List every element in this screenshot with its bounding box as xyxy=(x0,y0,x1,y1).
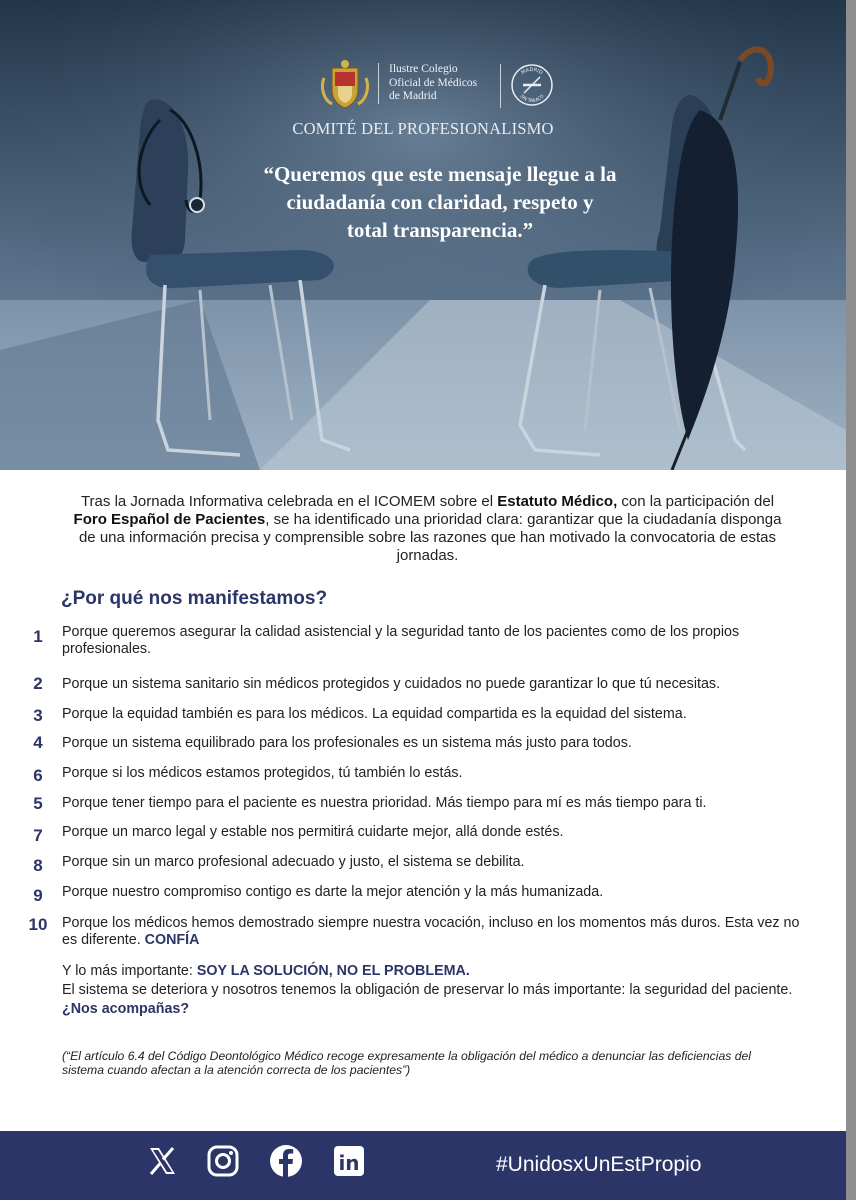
item-number: 5 xyxy=(33,794,43,813)
item-number: 10 xyxy=(28,915,48,934)
item-number: 9 xyxy=(33,886,43,905)
svg-text:MADRID xyxy=(520,67,543,76)
closing-emphasis: SOY LA SOLUCIÓN, NO EL PROBLEMA. xyxy=(196,963,470,979)
item-text: Porque un sistema equilibrado para los profesionales es un sistema más justo para todos. xyxy=(62,735,632,751)
closing-body: El sistema se deteriora y nosotros tenemos la obligación de preservar lo más importante: la seguridad del paciente. xyxy=(62,982,793,998)
hero-banner xyxy=(0,0,846,470)
org-line-1: Ilustre Colegio xyxy=(389,63,458,75)
linkedin-label: in xyxy=(338,1151,360,1175)
item-number: 2 xyxy=(33,674,43,693)
item-number: 3 xyxy=(33,706,43,725)
item-text xyxy=(62,915,812,949)
header-logos xyxy=(0,58,846,114)
item-text: Porque nuestro compromiso contigo es darte la mejor atención y la más humanizada. xyxy=(62,884,604,900)
hero-quote xyxy=(200,160,680,244)
madrid-sin-tabaco-seal-icon xyxy=(510,63,554,107)
intro-text-1: Tras la Jornada Informativa celebrada en el ICOMEM sobre el xyxy=(80,493,498,510)
org-name xyxy=(378,63,509,104)
intro-bold-foro: Foro Español de Pacientes xyxy=(73,511,266,528)
closing-line-1 xyxy=(62,962,802,981)
confia-emphasis: CONFÍA xyxy=(144,932,200,948)
linkedin-icon[interactable] xyxy=(331,1143,367,1179)
seal-bottom-text: SIN TABACO xyxy=(518,94,546,105)
deontological-note: (“El artículo 6.4 del Código Deontológico Médico recoge expresamente la obligación del médico a denunciar las deficiencias del sistema cuando afectan a la atención correcta de los pacientes”) xyxy=(62,1049,751,1077)
item-text: Porque si los médicos estamos protegidos, tú también lo estás. xyxy=(62,765,463,781)
intro-bold-estatuto: Estatuto Médico, xyxy=(497,493,618,510)
footer-bar xyxy=(0,1131,846,1200)
intro-paragraph xyxy=(70,493,785,565)
section-heading: ¿Por qué nos manifestamos? xyxy=(61,588,328,609)
logo-divider xyxy=(500,64,501,108)
intro-text-2: con la participación del xyxy=(617,493,775,510)
item-text: Porque tener tiempo para el paciente es nuestra prioridad. Más tiempo para mí es más tiempo para ti. xyxy=(62,795,707,811)
intro-text-3: , se ha identificado una prioridad clara: garantizar que la ciudadanía disponga de una información precisa y comprensible sobre las razones que han motivado la convocatoria de estas jornadas. xyxy=(78,511,782,564)
item-text: Porque queremos asegurar la calidad asistencial y la seguridad tanto de los pacientes como de los propios profesionales. xyxy=(62,624,740,657)
closing-line-2 xyxy=(62,981,802,1019)
item-text: Porque un sistema sanitario sin médicos protegidos y cuidados no puede garantizar lo que tú necesitas. xyxy=(62,676,721,692)
closing-lead: Y lo más importante: xyxy=(62,963,197,979)
facebook-icon[interactable] xyxy=(268,1143,304,1179)
quote-line-1: “Queremos que este mensaje llegue a la xyxy=(263,162,617,186)
item-number: 1 xyxy=(33,627,43,646)
quote-line-3: total transparencia.” xyxy=(346,218,534,242)
page-edge xyxy=(846,0,856,1200)
instagram-icon[interactable] xyxy=(205,1143,241,1179)
campaign-hashtag[interactable]: #UnidosxUnEstPropio xyxy=(496,1153,702,1176)
item-text: Porque la equidad también es para los médicos. La equidad compartida es la equidad del sistema. xyxy=(62,706,687,722)
item-number: 4 xyxy=(33,733,43,752)
seal-top-text: MADRID xyxy=(520,66,544,77)
item-number: 8 xyxy=(33,856,43,875)
org-line-3: de Madrid xyxy=(389,90,437,102)
org-line-2: Oficial de Médicos xyxy=(389,76,478,89)
item-text: Porque un marco legal y estable nos permitirá cuidarte mejor, allá donde estés. xyxy=(62,824,564,840)
item-text: Porque sin un marco profesional adecuado y justo, el sistema se debilita. xyxy=(62,854,525,870)
item-text-body: Porque los médicos hemos demostrado siempre nuestra vocación, incluso en los momentos más duros. Esta vez no es diferente. xyxy=(62,915,800,948)
item-number: 6 xyxy=(33,766,43,785)
item-number: 7 xyxy=(33,826,43,845)
quote-line-2: ciudadanía con claridad, respeto y xyxy=(286,190,594,214)
committee-title: COMITÉ DEL PROFESIONALISMO xyxy=(292,119,554,138)
closing-statement xyxy=(62,962,802,1019)
closing-question: ¿Nos acompañas? xyxy=(62,1001,190,1017)
x-icon[interactable] xyxy=(144,1143,180,1179)
coat-of-arms-icon xyxy=(318,58,372,112)
